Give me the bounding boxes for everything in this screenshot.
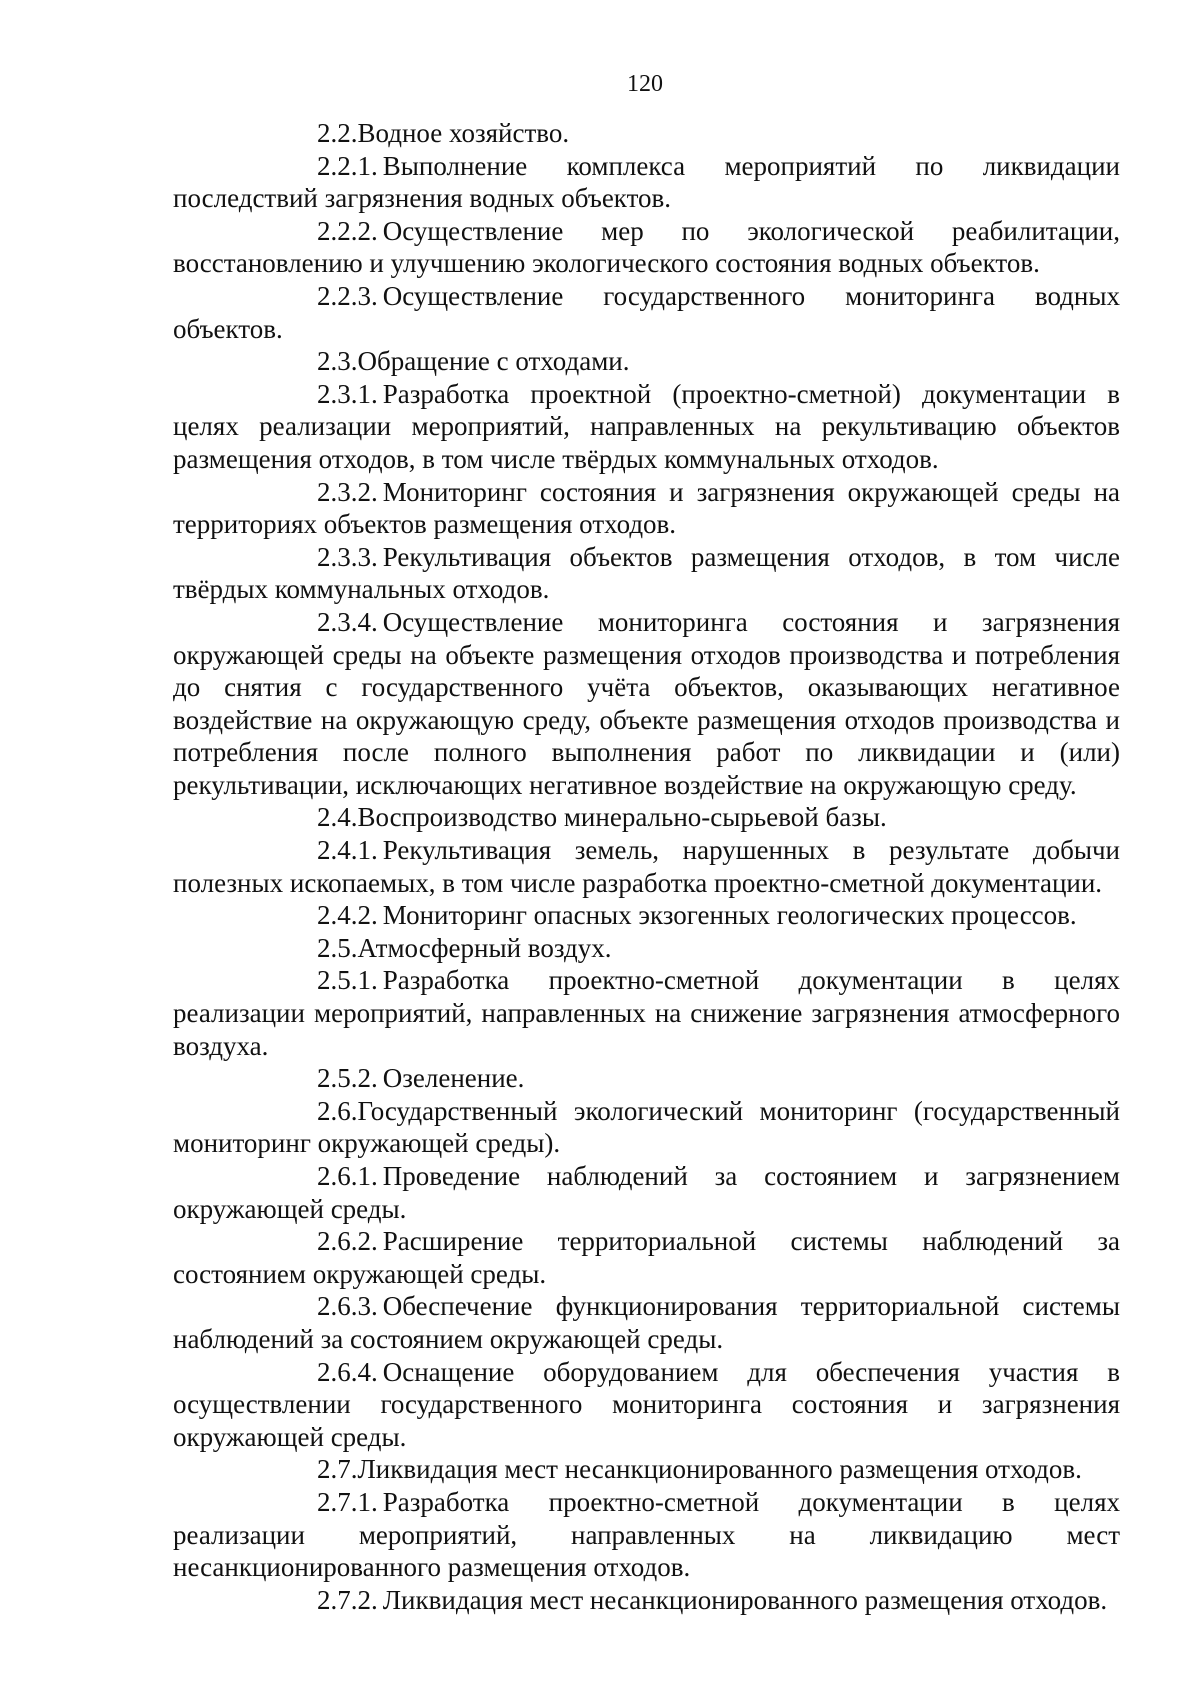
section-item <box>173 964 1120 1062</box>
section-item <box>173 280 1120 345</box>
item-text: Рекультивация земель, нарушенных в результате добычи полезных ископаемых, в том числе разработка проектно-сметной документации. <box>173 835 1120 898</box>
item-text: Разработка проектно-сметной документации в целях реализации мероприятий, направленных на ликвидацию мест несанкционированного размещения отходов. <box>173 1486 1120 1583</box>
item-number: 2.7.1. <box>317 1486 378 1517</box>
item-number: 2.6.2. <box>317 1226 378 1257</box>
item-number: 2.7.2. <box>317 1584 378 1615</box>
item-text: Выполнение комплекса мероприятий по ликвидации последствий загрязнения водных объектов. <box>173 150 1120 214</box>
item-text: Расширение территориальной системы наблюдений за состоянием окружающей среды. <box>173 1226 1120 1289</box>
section-item <box>173 1095 1120 1160</box>
item-number: 2.2.3. <box>317 280 378 311</box>
item-number: 2.5. <box>317 932 358 963</box>
item-text: Осуществление мер по экологической реабилитации, восстановлению и улучшению экологического состояния водных объектов. <box>173 215 1120 279</box>
item-number: 2.3.2. <box>317 476 378 507</box>
item-text: Оснащение оборудованием для обеспечения участия в осуществлении государственного мониторинга состояния и загрязнения окружающей среды. <box>173 1356 1120 1452</box>
item-text: Государственный экологический мониторинг (государственный мониторинг окружающей среды). <box>173 1095 1120 1159</box>
item-number: 2.5.1. <box>317 965 378 996</box>
item-text: Разработка проектно-сметной документации в целях реализации мероприятий, направленных на снижение загрязнения атмосферного воздуха. <box>173 965 1120 1061</box>
item-number: 2.7. <box>317 1454 358 1485</box>
item-number: 2.6.4. <box>317 1356 378 1387</box>
item-number: 2.3. <box>317 346 358 377</box>
item-text: Осуществление государственного мониторинга водных объектов. <box>173 280 1120 344</box>
item-number: 2.6. <box>317 1095 358 1126</box>
item-text: Разработка проектной (проектно-сметной) документации в целях реализации мероприятий, направленных на рекультивацию объектов размещения отходов, в том числе твёрдых коммунальных отходов. <box>173 378 1120 474</box>
section-item <box>173 541 1120 606</box>
item-number: 2.3.4. <box>317 606 378 637</box>
section-item <box>173 476 1120 541</box>
item-text: Мониторинг состояния и загрязнения окружающей среды на территориях объектов размещения отходов. <box>173 476 1120 540</box>
page-number: 120 <box>627 71 663 97</box>
item-number: 2.2. <box>317 118 358 148</box>
section-item <box>173 899 1120 932</box>
section-item <box>173 1486 1120 1584</box>
item-number: 2.4.2. <box>317 900 378 931</box>
section-item <box>173 150 1120 215</box>
item-number: 2.2.1. <box>317 150 378 181</box>
item-text: Водное хозяйство. <box>357 118 570 148</box>
section-item <box>173 801 1120 834</box>
item-text: Рекультивация объектов размещения отходов, в том числе твёрдых коммунальных отходов. <box>173 541 1120 605</box>
section-item <box>173 117 1120 150</box>
item-number: 2.2.2. <box>317 215 378 246</box>
section-item <box>173 345 1120 378</box>
item-text: Озеленение. <box>382 1063 525 1094</box>
item-text: Ликвидация мест несанкционированного размещения отходов. <box>357 1454 1082 1485</box>
section-item <box>173 1584 1120 1617</box>
section-item <box>173 1160 1120 1225</box>
item-text: Обеспечение функционирования территориальной системы наблюдений за состоянием окружающей среды. <box>173 1291 1120 1354</box>
item-number: 2.4.1. <box>317 835 378 866</box>
section-item <box>173 1062 1120 1095</box>
section-item <box>173 378 1120 476</box>
item-number: 2.6.3. <box>317 1291 378 1322</box>
item-number: 2.6.1. <box>317 1161 378 1191</box>
item-text: Обращение с отходами. <box>357 346 630 377</box>
item-text: Проведение наблюдений за состоянием и загрязнением окружающей среды. <box>173 1161 1120 1224</box>
item-text: Ликвидация мест несанкционированного размещения отходов. <box>382 1584 1108 1615</box>
item-number: 2.3.3. <box>317 541 378 572</box>
section-item <box>173 834 1120 899</box>
section-item <box>173 932 1120 965</box>
item-text: Осуществление мониторинга состояния и загрязнения окружающей среды на объекте размещения отходов производства и потребления до снятия с государственного учёта объектов, оказывающих негативное воздействие на окружающую среду, объекте размещения отходов производства и потребления после полного выполнения работ по ликвидации и (или) рекультивации, исключающих негативное воздействие на окружающую среду. <box>173 606 1120 800</box>
item-number: 2.3.1. <box>317 378 378 409</box>
item-text: Воспроизводство минерально-сырьевой базы. <box>357 802 887 833</box>
section-item <box>173 1225 1120 1290</box>
item-text: Мониторинг опасных экзогенных геологических процессов. <box>382 900 1077 931</box>
section-item <box>173 606 1120 802</box>
section-item <box>173 1453 1120 1486</box>
section-item <box>173 215 1120 280</box>
section-item <box>173 1356 1120 1454</box>
item-text: Атмосферный воздух. <box>357 932 612 963</box>
item-number: 2.5.2. <box>317 1063 378 1094</box>
item-number: 2.4. <box>317 802 358 833</box>
document-body <box>173 117 1120 1616</box>
section-item <box>173 1290 1120 1355</box>
